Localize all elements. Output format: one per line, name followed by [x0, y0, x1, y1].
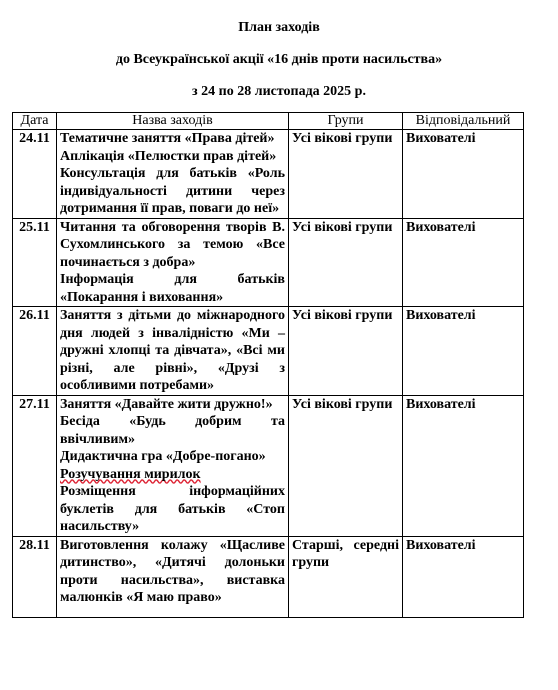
table-row: [13, 218, 524, 307]
activity-item: Дидактична гра «Добре-погано»: [60, 449, 266, 464]
activity-item: Заняття з дітьми до міжнародного дня людей з інвалідністю «Ми – дружні хлопці та дівчата», «Всі ми різні, але рівні», «Друзі з особливими потребами»: [60, 308, 285, 393]
activity-item: Аплікація «Пелюстки прав дітей»: [60, 148, 277, 164]
activity-item: Тематичне заняття «Права дітей»: [60, 131, 275, 146]
row-groups: Усі вікові групи: [289, 395, 403, 536]
document-date-range: з 24 по 28 листопада 2025 р.: [192, 84, 366, 99]
row-date: 28.11: [13, 536, 57, 617]
activity-item: Заняття «Давайте жити дружно!»: [60, 396, 273, 412]
document-title: План заходів: [238, 20, 320, 35]
row-date: 24.11: [13, 130, 57, 219]
document-subtitle: до Всеукраїнської акції «16 днів проти насильства»: [115, 52, 443, 67]
row-groups: Старші, середні групи: [289, 536, 403, 617]
row-activities: [57, 395, 289, 536]
row-activities: [57, 536, 289, 617]
activity-item: Бесіда «Будь добрим та ввічливим»: [60, 414, 285, 447]
column-header-date: Дата: [13, 113, 57, 130]
row-responsible: Вихователі: [403, 218, 524, 307]
activity-item: Розучування мирилок: [60, 466, 201, 482]
activity-item: Читання та обговорення творів В. Сухомлинського за темою «Все починається з добра»: [60, 219, 285, 270]
row-responsible: Вихователі: [403, 130, 524, 219]
row-activities: [57, 130, 289, 219]
row-activities: [57, 218, 289, 307]
row-date: 25.11: [13, 218, 57, 307]
table-row: [13, 395, 524, 536]
activity-item: Консультація для батьків «Роль індивідуальності дитини через дотримання її прав, поваги до неї»: [60, 166, 285, 216]
table-header-row: [13, 113, 524, 130]
row-responsible: Вихователі: [403, 536, 524, 617]
row-groups: Усі вікові групи: [289, 307, 403, 396]
activity-item: Інформація для батьків «Покарання і виховання»: [60, 272, 285, 305]
column-header-responsible: Відповідальний: [403, 113, 524, 130]
row-responsible: Вихователі: [403, 395, 524, 536]
row-groups: Усі вікові групи: [289, 130, 403, 219]
events-plan-table: [12, 112, 524, 618]
column-header-activities: Назва заходів: [57, 113, 289, 130]
row-groups: Усі вікові групи: [289, 218, 403, 307]
row-date: 27.11: [13, 395, 57, 536]
table-row: [13, 307, 524, 396]
row-responsible: Вихователі: [403, 307, 524, 396]
activity-item: Розміщення інформаційних буклетів для батьків «Стоп насильству»: [60, 484, 285, 534]
row-activities: [57, 307, 289, 396]
activity-item: Виготовлення колажу «Щасливе дитинство», «Дитячі долоньки проти насильства», виставка малюнків «Я маю право»: [60, 537, 285, 605]
column-header-groups: Групи: [289, 113, 403, 130]
table-row: [13, 130, 524, 219]
table-row: [13, 536, 524, 617]
row-date: 26.11: [13, 307, 57, 396]
